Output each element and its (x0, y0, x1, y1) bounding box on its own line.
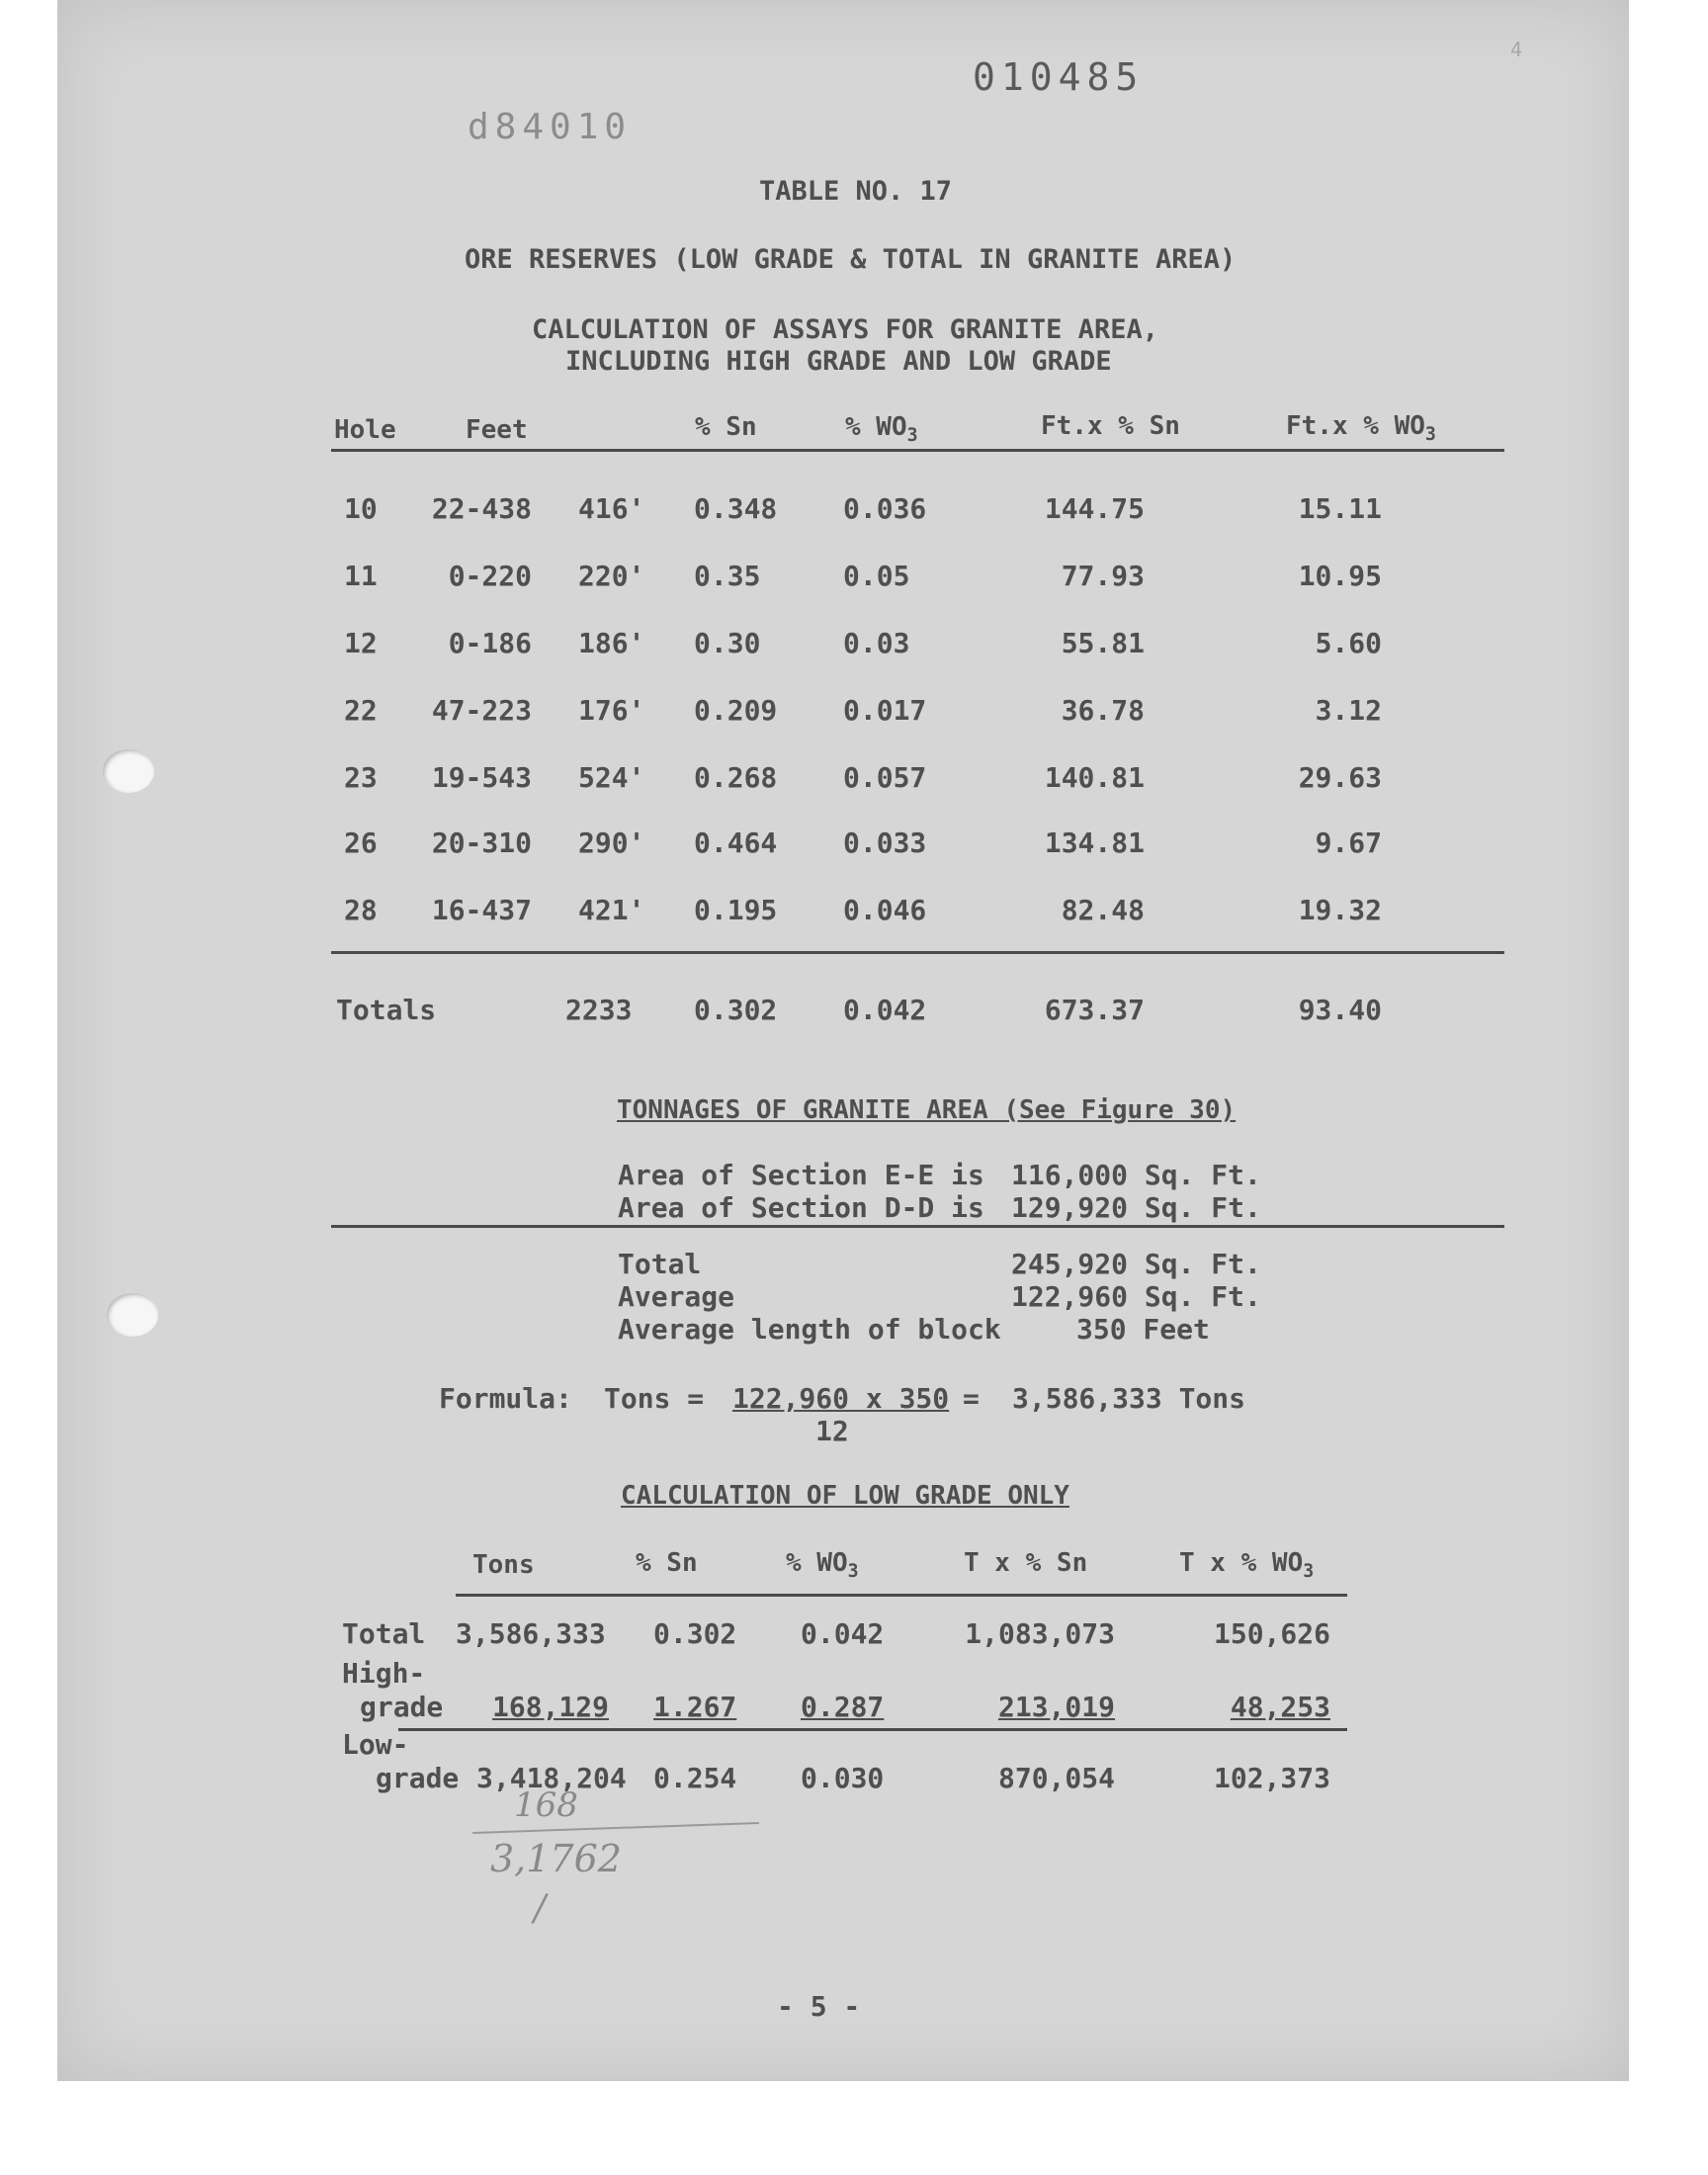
hole-cell: 28 (344, 894, 378, 926)
tonnage-rule (331, 1225, 1504, 1228)
lg-tons: 3,586,333 (456, 1617, 606, 1650)
document-number-stamp: 010485 (973, 55, 1145, 99)
hole-cell: 12 (344, 627, 378, 659)
lg-sn: 0.302 (653, 1617, 737, 1650)
ft-wo3-cell: 9.67 (1315, 826, 1382, 859)
ft-wo3-cell: 5.60 (1315, 627, 1382, 659)
table-row (57, 761, 1629, 797)
tonnage-label: Area of Section E-E is (618, 1159, 984, 1191)
sn-cell: 0.35 (694, 560, 761, 592)
range-cell: 0-220 (448, 560, 532, 592)
wo3-cell: 0.046 (843, 894, 927, 926)
document-page (57, 0, 1629, 2081)
ft-wo3-cell: 19.32 (1298, 894, 1382, 926)
hole-cell: 22 (344, 694, 378, 727)
lg-header-wo3: % $WO_3$ (786, 1548, 859, 1583)
hole-cell: 23 (344, 761, 378, 794)
table-row (57, 627, 1629, 662)
corner-mark: 4 (1510, 38, 1523, 61)
ft-sn-cell: 77.93 (1061, 560, 1145, 592)
range-cell: 20-310 (431, 826, 532, 859)
col-header-hole: Hole (334, 415, 396, 445)
formula-result: 3,586,333 Tons (1012, 1382, 1246, 1415)
ft-sn-cell: 134.81 (1044, 826, 1145, 859)
formula-lhs: Tons = (604, 1382, 705, 1415)
totals-row (57, 994, 1629, 1029)
totals-sn: 0.302 (694, 994, 778, 1026)
lg-label-cont: grade (376, 1762, 460, 1794)
lg-row (57, 1728, 1629, 1797)
tonnage-value: 122,960 Sq. Ft. (1011, 1280, 1261, 1313)
table-number: TABLE NO. 17 (759, 176, 953, 207)
length-cell: 416' (578, 492, 645, 525)
length-cell: 421' (578, 894, 645, 926)
table-row (57, 826, 1629, 862)
lg-t-wo3: 48,253 (1230, 1691, 1330, 1723)
table-title: ORE RESERVES (LOW GRADE & TOTAL IN GRANITE AREA) (465, 244, 1237, 275)
lg-wo3: 0.030 (801, 1762, 885, 1794)
tonnage-label: Area of Section D-D is (618, 1191, 984, 1224)
lg-t-wo3: 150,626 (1213, 1617, 1330, 1650)
col-header-feet: Feet (466, 415, 528, 445)
handwritten-line2: 3,1762 (490, 1837, 622, 1880)
hole-cell: 10 (344, 492, 378, 525)
totals-label: Totals (336, 994, 437, 1026)
length-cell: 290' (578, 826, 645, 859)
ft-wo3-cell: 3.12 (1315, 694, 1382, 727)
wo3-cell: 0.017 (843, 694, 927, 727)
formula-numerator: 122,960 x 350 (732, 1382, 950, 1415)
punch-hole-bottom (107, 1293, 158, 1337)
formula-denominator: 12 (815, 1415, 849, 1447)
tonnage-value: 350 Feet (1076, 1313, 1210, 1346)
tonnages-heading: TONNAGES OF GRANITE AREA (See Figure 30) (617, 1095, 1237, 1125)
hole-cell: 26 (344, 826, 378, 859)
range-cell: 19-543 (431, 761, 532, 794)
wo3-cell: 0.057 (843, 761, 927, 794)
totals-rule (331, 951, 1504, 954)
ft-sn-cell: 144.75 (1044, 492, 1145, 525)
tonnage-label: Average (618, 1280, 735, 1313)
ft-wo3-cell: 15.11 (1298, 492, 1382, 525)
ft-sn-cell: 82.48 (1061, 894, 1145, 926)
page-number: - 5 - (777, 1990, 861, 2023)
ft-wo3-cell: 10.95 (1298, 560, 1382, 592)
range-cell: 47-223 (431, 694, 532, 727)
col-header-ft-sn: Ft.x % Sn (1041, 411, 1180, 441)
lg-t-wo3: 102,373 (1213, 1762, 1330, 1794)
mirrored-number-stamp: d84010 (468, 107, 633, 147)
length-cell: 524' (578, 761, 645, 794)
lg-label: Total (342, 1617, 426, 1650)
lg-tons: 3,418,204 (476, 1762, 627, 1794)
tonnage-line (618, 1191, 1261, 1224)
lg-header-t-sn: T x % Sn (964, 1548, 1088, 1578)
wo3-cell: 0.05 (843, 560, 910, 592)
length-cell: 176' (578, 694, 645, 727)
table-row (57, 560, 1629, 595)
lg-t-sn: 1,083,073 (965, 1617, 1115, 1650)
lg-wo3: 0.042 (801, 1617, 885, 1650)
totals-length: 2233 (565, 994, 633, 1026)
tonnage-line (618, 1280, 1261, 1313)
tonnage-label: Total (618, 1248, 702, 1280)
formula-equals: = (963, 1382, 980, 1415)
tonnage-line (618, 1248, 1261, 1280)
hole-cell: 11 (344, 560, 378, 592)
totals-wo3: 0.042 (843, 994, 927, 1026)
low-grade-heading: CALCULATION OF LOW GRADE ONLY (621, 1481, 1069, 1511)
length-cell: 186' (578, 627, 645, 659)
sn-cell: 0.464 (694, 826, 778, 859)
handwritten-line3: / (534, 1888, 547, 1929)
lg-label: Low- (342, 1728, 409, 1761)
sn-cell: 0.209 (694, 694, 778, 727)
lg-row (57, 1657, 1629, 1726)
lg-label: High- (342, 1657, 426, 1690)
col-header-ft-wo3: Ft.x % $WO_3$ (1286, 411, 1436, 446)
tonnage-label: Average length of block (618, 1313, 1001, 1346)
tonnage-value: 245,920 Sq. Ft. (1011, 1248, 1261, 1280)
header-rule (331, 449, 1504, 452)
wo3-cell: 0.033 (843, 826, 927, 859)
sn-cell: 0.30 (694, 627, 761, 659)
lg-sn: 0.254 (653, 1762, 737, 1794)
ft-wo3-cell: 29.63 (1298, 761, 1382, 794)
table-row (57, 492, 1629, 528)
range-cell: 22-438 (431, 492, 532, 525)
sn-cell: 0.195 (694, 894, 778, 926)
range-cell: 16-437 (431, 894, 532, 926)
lg-header-sn: % Sn (636, 1548, 698, 1578)
table-row (57, 894, 1629, 929)
table-subtitle-line2: INCLUDING HIGH GRADE AND LOW GRADE (565, 346, 1112, 377)
table-row (57, 694, 1629, 730)
lg-row (57, 1617, 1629, 1657)
handwritten-line1: 168 (514, 1785, 578, 1825)
tonnage-value: 116,000 Sq. Ft. (1011, 1159, 1261, 1191)
ft-sn-cell: 55.81 (1061, 627, 1145, 659)
length-cell: 220' (578, 560, 645, 592)
lg-header-t-wo3: T x % $WO_3$ (1179, 1548, 1315, 1583)
totals-ft-sn: 673.37 (1044, 994, 1145, 1026)
lg-t-sn: 213,019 (997, 1691, 1115, 1723)
table-subtitle-line1: CALCULATION OF ASSAYS FOR GRANITE AREA, (532, 314, 1158, 345)
col-header-sn: % Sn (695, 412, 757, 442)
range-cell: 0-186 (448, 627, 532, 659)
ft-sn-cell: 140.81 (1044, 761, 1145, 794)
tonnage-line (618, 1313, 1210, 1346)
col-header-wo3: % $WO_3$ (845, 412, 918, 447)
tonnage-line (618, 1159, 1261, 1191)
wo3-cell: 0.03 (843, 627, 910, 659)
sn-cell: 0.268 (694, 761, 778, 794)
lg-sn: 1.267 (653, 1691, 737, 1723)
wo3-cell: 0.036 (843, 492, 927, 525)
lg-t-sn: 870,054 (997, 1762, 1115, 1794)
lg-header-tons: Tons (472, 1550, 535, 1580)
ft-sn-cell: 36.78 (1061, 694, 1145, 727)
lg-label-cont: grade (360, 1691, 444, 1723)
lg-wo3: 0.287 (801, 1691, 885, 1723)
totals-ft-wo3: 93.40 (1298, 994, 1382, 1026)
tonnage-value: 129,920 Sq. Ft. (1011, 1191, 1261, 1224)
formula-label: Formula: (439, 1382, 572, 1415)
sn-cell: 0.348 (694, 492, 778, 525)
lg-header-rule (456, 1594, 1347, 1597)
lg-tons: 168,129 (492, 1691, 610, 1723)
